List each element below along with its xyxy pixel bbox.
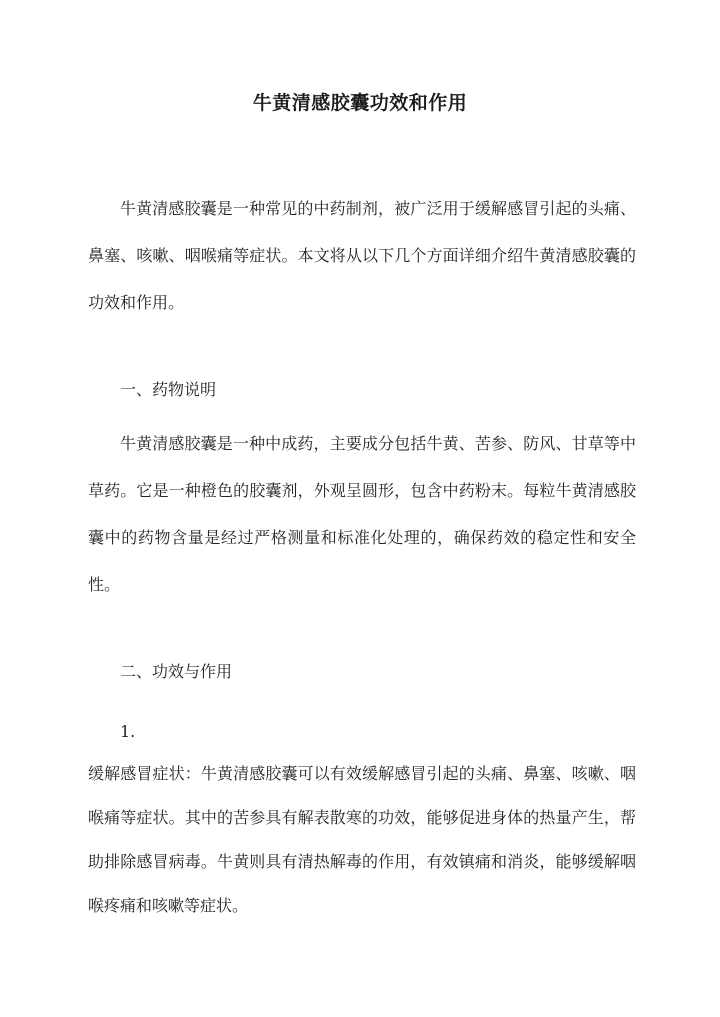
document-title: 牛黄清感胶囊功效和作用 (252, 92, 468, 114)
effects-item-paragraph: 缓解感冒症状：牛黄清感胶囊可以有效缓解感冒引起的头痛、鼻塞、咳嗽、咽喉痛等症状。其中的苦参具有解表散寒的功效，能够促进身体的热量产生，帮助排除感冒病毒。牛黄则具有清热解毒的作用，有效镇痛和消炎，能够缓解咽喉疼痛和咳嗽等症状。 (88, 764, 636, 915)
list-item-number: 1. (120, 722, 136, 741)
section-heading-effects: 二、功效与作用 (120, 662, 233, 681)
drug-description-paragraph: 牛黄清感胶囊是一种中成药，主要成分包括牛黄、苦参、防风、甘草等中草药。它是一种橙色的胶囊剂，外观呈圆形，包含中药粉末。每粒牛黄清感胶囊中的药物含量是经过严格测量和标准化处理的，确保药效的稳定性和安全性。 (88, 434, 636, 594)
section-heading-drug-description: 一、药物说明 (120, 380, 217, 399)
intro-paragraph: 牛黄清感胶囊是一种常见的中药制剂，被广泛用于缓解感冒引起的头痛、鼻塞、咳嗽、咽喉痛等症状。本文将从以下几个方面详细介绍牛黄清感胶囊的功效和作用。 (88, 199, 636, 312)
